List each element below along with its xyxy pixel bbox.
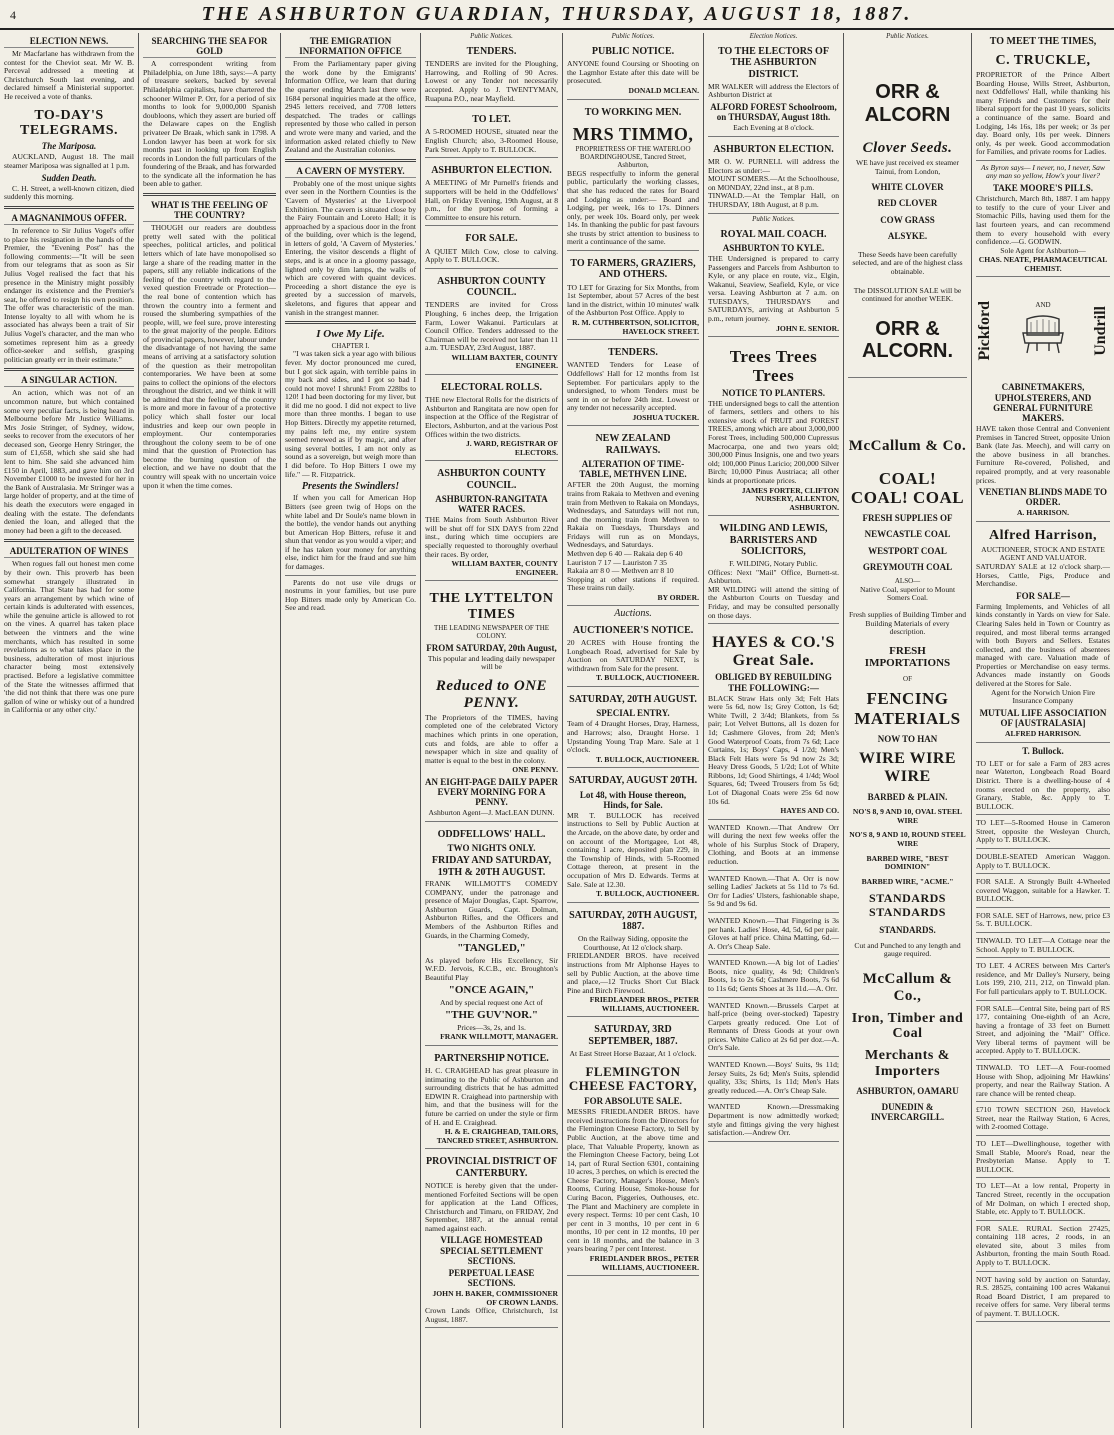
water-races-signature: WILLIAM BAXTER, COUNTY ENGINEER.	[451, 559, 558, 577]
ashburton-election-ad	[425, 160, 558, 226]
firewood-sale-location: On the Railway Siding, opposite the Courthouse, At 12 o'clock sharp.	[577, 934, 689, 952]
public-notice-ad	[567, 41, 699, 100]
saturday-sale-text: SATURDAY SALE at 12 o'clock sharp.—Horses, Cattle, Pigs, Produce and Merchandise.	[976, 561, 1110, 589]
to-let-text: A 5-ROOMED HOUSE, situated near the English Church; also, 3-Roomed House, Park Street. Apply to T. BULLOCK.	[425, 127, 558, 154]
bullock-ad: FOR SALE. RURAL Section 27425, containing 118 acres, 2 roods, in an elevated site, about 3 miles from Ashburton, fronting the main South Road. Apply to T. BULLOCK.	[976, 1223, 1110, 1272]
lyttelton-times-ad	[425, 583, 558, 822]
searching-sea-text: A correspondent writing from Philadelphia, on June 18th, says:—A party of treasure seekers, backed by several Philadelphia capitalists, have chartered the schooner Wilmer P. Orr, for a period of six months to look for 9,000,000 Spanish doubloons, which they assert are buried off the Delaware capes on the English privateer De Braak, which sank in 1798. A London lawyer has been at work for six months past in looking up from English records in London the full particulars of the foundering of the Braak, and has forwarded to the syndicate all the information he has been able to gather.	[143, 59, 276, 189]
walker-text: MR WALKER will address the Electors of Ashburton District at	[708, 81, 839, 100]
oddfellows-subheading: TWO NIGHTS ONLY.	[447, 843, 536, 854]
searching-sea-heading: SEARCHING THE SEA FOR GOLD	[143, 36, 276, 58]
bullock-heading: T. Bullock.	[1022, 745, 1064, 756]
hayes-sale-text: BLACK Straw Hats only 3d; Felt Hats were 5s 6d, now 1s; Grey Cotton, 1s 6d; White Twill, 2 3/4d; Blankets, from 5s pair; Lot Velvet Buttons, all 1s dozen for 1d; Cashmere Gloves, from 2d; Men's Good Waterproof Coats, from 7s 6d; Lace Curtains, 1s; Boys' Caps, 4 1/2d; Men's Black Felt Hats were 5s 9d now 2s 3d; Heavy Dress Goods, 5 1/2d; Lot of White Ribbons, 1d; Good Shirtings, 4 1/4d; Wool Squares, 6d; Tweed Trousers from 5s 6d; Lot of Diagonal Coats were 25s 6d now 10s 6d.	[708, 693, 839, 806]
hayes-sale-ad	[708, 626, 839, 820]
oddfellows-heading: ODDFELLOWS' HALL.	[437, 829, 546, 840]
alford-forest-text: ALFORD FOREST Schoolroom, on THURSDAY, August 18th.	[710, 101, 837, 123]
and-label: AND	[1035, 301, 1051, 310]
armchair-icon	[1017, 313, 1069, 355]
electors-heading: TO THE ELECTORS OF THE ASHBURTON DISTRICT.	[718, 45, 829, 80]
towns-line-1: ASHBURTON, OAMARU	[856, 1085, 959, 1096]
hinds-sale-signature: T. BULLOCK, AUCTIONEER.	[595, 889, 699, 899]
public-notice-text: ANYONE found Coursing or Shooting on the Lagmhor Estate after this date will be prosecuted.	[567, 59, 699, 86]
timetable-row: Methven dep 6 40 — Rakaia dep 6 40	[567, 549, 683, 558]
wanted-ad-4: WANTED Known.—A big lot of Ladies' Boots, nice quality, 4s 9d; Children's Boots, 1s to 2s 6d; Cashmere Boots, 7s 6d to 11s 6d; Gents Shoes at 3s 11d.—A. Orr.	[708, 957, 839, 997]
tinwald-text: TINWALD.—At the Templar Hall, on THURSDAY, 18th August, at 8 p.m.	[708, 191, 839, 210]
county-council-signature: WILLIAM BAXTER, COUNTY ENGINEER.	[451, 352, 558, 371]
mariposa-text: AUCKLAND, August 18. The mail steamer Mariposa was signalled at 1 p.m.	[4, 152, 134, 170]
public-notices-label: Public Notices.	[470, 33, 513, 40]
partnership-heading: PARTNERSHIP NOTICE.	[434, 1052, 549, 1064]
moores-pills-heading: TAKE MOORE'S PILLS.	[992, 183, 1094, 194]
owe-my-life-chapter: CHAPTER I.	[331, 341, 370, 350]
cavern-heading: A CAVERN OF MYSTERY.	[285, 166, 416, 178]
for-sale-label: FOR SALE—	[1016, 590, 1070, 601]
orr-alcorn-heading: ORR & ALCORN	[864, 80, 951, 126]
once-again-title: "ONCE AGAIN,"	[448, 984, 535, 997]
norwich-union-text: Agent for the Norwich Union Fire Insurance Company	[991, 687, 1095, 706]
lyttelton-times-text: The Proprietors of the TIMES, having completed one of the celebrated Victory machines which prints in one operation, cuts and folds, are able to offer a newspaper which in size and quality of matter is equal to the best in the colony.	[425, 712, 558, 765]
wilding-lewis-ad	[708, 518, 839, 624]
clover-seeds-text: WE have just received ex steamer Tainui, from London,	[855, 158, 960, 176]
auctions-label: Auctions.	[614, 608, 652, 620]
firewood-sale-signature: FRIEDLANDER BROS., PETER WILLIAMS, AUCTIONEER.	[589, 995, 699, 1013]
reduced-one-penny: Reduced to ONE PENNY.	[435, 678, 548, 711]
mariposa-heading: The Mariposa.	[41, 141, 97, 152]
mccallum-footer: McCallum & Co.,	[862, 970, 953, 1004]
lyttelton-times-subtitle: THE LEADING NEWSPAPER OF THE COLONY.	[433, 623, 550, 640]
seed-item: ALSYKE.	[887, 230, 928, 241]
lyttelton-times-date: FROM SATURDAY, 20th August,	[426, 642, 557, 653]
special-entry-text: Team of 4 Draught Horses, Dray, Harness, and Harrows; also, Draught Horse. 1 Upstanding Young Trap Mare. Sale at 1 o'clock.	[567, 719, 699, 755]
hinds-sale-lot: Lot 48, with House thereon, Hinds, for Sale.	[579, 789, 687, 810]
adulteration-text: When rogues fall out honest men come by their own. This proverb has been somewhat strangely illustrated in California. That State has had for some years an arrangement by which wine of certain kinds is adulterated with essences, while the genuine article is allowed to rot on the vines. A quarrel has taken place between the vintners and the wine merchants, which has resulted in some revelations as to what takes place in the business, adulteration of most injurious character being most extensively practised. Before a legislative committee of the State the witnesses affirmed that 'the did not think that there was one pure gallon of wine or whisky out of a hundred in California or any other city.'	[4, 559, 134, 715]
public-notices-label-4: Public Notices.	[886, 33, 929, 40]
working-men-heading: TO WORKING MEN.	[584, 106, 682, 118]
wanted-ad-6: WANTED Known.—Boys' Suits, 9s 11d; Jersey Suits, 2s 6d; Men's Suits, splendid quality, 33s; Shirts, 1s 11d; Men's Hats greatly reduced.—A. Orr's Cheap Sale.	[708, 1059, 839, 1099]
mrs-timmo-text: BEGS respectfully to inform the general public, particularly the working classes, that she has reduced the rates for Board and Lodging as under:— Board and Lodging, per week, 16s to 17s. Dinners only, per week 10s. Board only, per week 14s. In thanking the public for past favours she trusts by strict attention to business to merit a continuance of the same.	[567, 168, 699, 247]
wilding-notary: F. WILDING, Notary Public.	[729, 559, 818, 569]
bullock-ad: TINWALD. TO LET—A Four-roomed House with Shop, adjoining Mr Hawkins' property, and near the Railway Station. A rare chance will be rented cheap.	[976, 1062, 1110, 1102]
trees-ad	[708, 339, 839, 516]
public-notice-signature: DONALD MCLEAN.	[628, 85, 699, 95]
column-6	[703, 33, 843, 1428]
standards-heading: STANDARDS STANDARDS	[869, 891, 946, 919]
trees-text: THE undersigned begs to call the attention of farmers, settlers and others to his extensive stock of FRUIT and FOREST TREES, among which are about 3,000,000 Forest Trees, including 500,000 Cupressus Macrocarpa, one and two years old; 300,000 Pinus Insignis, one and two years old; 100,000 Pinus Laricio; 200,000 Silver Birch; 10,000 Pinus Austriaca; all other kinds at proportionate prices.	[708, 398, 839, 485]
purnell-text: MR O. W. PURNELL will address the Electors as under:—	[708, 157, 839, 175]
lyttelton-eight-page: AN EIGHT-PAGE DAILY PAPER EVERY MORNING FOR A PENNY.	[425, 776, 558, 808]
bullock-ad: FOR SALE—Central Site, being part of RS 177, containing One-eighth of an Acre, having a frontage of 33 feet on Burnett Street, and adjoining the "Mail" Office. Very liberal terms of payment will be accepted. Apply to T. BULLOCK.	[976, 1003, 1110, 1060]
special-entry-signature: T. BULLOCK, AUCTIONEER.	[595, 754, 699, 764]
of-label: OF	[903, 674, 912, 683]
coal-item: NEWCASTLE COAL	[864, 529, 951, 540]
water-races-text: THE Mains from South Ashburton River will be shut off for SIX DAYS from 22nd inst., during which time occupiers are specially requested to thoroughly overhaul their races. By order,	[425, 515, 558, 559]
page-number: 4	[10, 8, 16, 22]
county-council-heading: ASHBURTON COUNTY COUNCIL.	[437, 275, 546, 299]
county-council-ad	[425, 271, 558, 375]
railways-text: AFTER the 20th August, the morning trains from Rakaia to Methven and evening train from Methven to Rakaia on Mondays, Wednesdays, and Saturdays will not run, and the morning train from Methven to Rakaia on Tuesdays, Thursdays and Fridays will run as on Mondays, Wednesdays, and Saturdays.	[567, 480, 700, 550]
timetable-row: Lauriston 7 17 — Lauriston 7 35	[567, 557, 667, 567]
auctioneer-notice-ad	[567, 620, 699, 687]
auctioneer-notice-text: 20 ACRES with House fronting the Longbeach Road, advertised for Sale by Auction on SATURDAY NEXT, is withdrawn from Sale for the present.	[567, 638, 699, 673]
firewood-sale-date: SATURDAY, 20TH AUGUST, 1887.	[569, 909, 697, 932]
sudden-death-text: C. H. Street, a well-known citizen, died suddenly this morning.	[4, 183, 134, 202]
fencing-materials-heading: FENCING MATERIALS	[854, 689, 961, 728]
oddfellows-hall-ad	[425, 824, 558, 1046]
timetable-row: Rakaia arr 8 0 — Methven arr 8 10	[567, 566, 674, 576]
singular-action-text: An action, which was not of an uncommon nature, but which contained some very peculiar facts, is being heard in Melbourne before Mr Justice Williams. Mrs Josie Stringer, of Sydney, widow, seeks to recover from the executors of her deceased son, George Henry Stringer, the sum of £1,658, which she said she had lent to him. She said she advanced him £150 in April, 1883, and gave him on 3rd November £1000 to be invested for her in the Bank of Australasia. Mr Stringer was a large holder of property, and at the time of his death the executors were engaged in dealing with the estate. The defendants denied the loan, and alleged that the money had been a gift to the deceased.	[4, 388, 134, 535]
owe-my-life-text: "I was taken sick a year ago with bilious fever. My doctor pronounced me cured, but I got sick again, with terrible pains in my back and sides, and I got so bad I could not move! I shrunk! From 228lbs to 120! I had been doctoring for my liver, but it did me no good. I did not expect to live more than three months. I began to use Hop Bitters. Directly my appetite returned, my pains left me, my entire system seemed renewed as if by magic, and after using several bottles, I am not only as sound as a sovereign, but weigh more than I did before. To Hop Bitters I owe my life." — R. Fitzpatrick.	[285, 349, 416, 479]
building-timber-text: Fresh supplies of Building Timber and Building Materials of every description.	[848, 609, 967, 637]
public-notices-label-2: Public Notices.	[611, 33, 655, 40]
mount-somers-text: MOUNT SOMERS.—At the Schoolhouse, on MONDAY, 22nd inst., at 8 p.m.	[708, 174, 839, 192]
bullock-ad: TO LET—Dwellinghouse, together with Small Stable, Moore's Road, near the Presbyterian Manse. Apply to T. BULLOCK.	[976, 1138, 1110, 1178]
truckle-name: C. TRUCKLE,	[995, 53, 1091, 69]
oddfellows-text-3: And by special request one Act of	[440, 997, 543, 1007]
alford-forest-time: Each Evening at 8 o'clock.	[733, 123, 814, 133]
oddfellows-tenders-ad	[567, 342, 699, 426]
column-4	[420, 33, 562, 1428]
railways-timetable	[567, 550, 699, 576]
coal-supplies: FRESH SUPPLIES OF	[862, 513, 953, 524]
seed-item: RED CLOVER	[877, 198, 938, 209]
chas-neate: CHAS. NEATE, PHARMACEUTICAL CHEMIST.	[978, 255, 1108, 273]
purnell-ad	[708, 139, 839, 214]
cheese-factory-ad	[567, 1019, 699, 1276]
firewood-sale-ad	[567, 905, 699, 1018]
hinds-sale-text: MR T. BULLOCK has received instructions to Sell by Public Auction at the Arcade, on the above date, by order and on account of the Mortgagee, Lot 48, containing 1 acre, deposited plan 229, in the Township of Hinds, with 5-Roomed Cottage thereon, at present in the occupation of Mrs D. Edwards. Terms at Sale. Sale at 12.30.	[567, 810, 699, 889]
merchants-importers: Merchants & Importers	[865, 1048, 950, 1080]
bullock-ad: TO LET. 4 ACRES between Mrs Carter's residence, and Mr Dalley's Nursery, being Lots 199, 210, 211, 212, on Tinwald plan. For full particulars apply to T. BULLOCK.	[976, 960, 1110, 1000]
towns-line-2: DUNEDIN & INVERCARGILL.	[870, 1102, 945, 1123]
coal-item: GREYMOUTH COAL	[862, 561, 953, 572]
column-8	[971, 33, 1114, 1428]
water-races-subheading: ASHBURTON-RANGITATA WATER RACES.	[435, 493, 548, 515]
bullock-ad: £710 TOWN SECTION 260, Havelock Street, near the Railway Station, 6 Acres, with 2-roomed Cottage.	[976, 1104, 1110, 1136]
alfred-harrison-name: Alfred Harrison,	[988, 527, 1098, 543]
column-1	[0, 33, 138, 1428]
truckle-text: PROPRIETOR of the Prince Albert Boarding House, Wills Street, Ashburton, next Oddfellows' Hall, while thanking his many Friends and Customers for their liberal support for the past 10 years, solicits a continuance of the same. Board and Lodging, 14s 16s, 18s per week; or 3s per day. Board only, 10s per week. Dinners only, 4s per week. Good accommodation for Families, and private rooms for Ladies.	[976, 70, 1110, 157]
electoral-rolls-text: THE new Electoral Rolls for the districts of Ashburton and Rangitata are now open for inspection at the Office of the Registrar of Electors, Ashburton, and at the various Post Offices within the two districts.	[425, 395, 558, 439]
masthead	[0, 0, 1114, 30]
trees-signature: JAMES FORTER, CLIFTON NURSERY, ALLENTON, ASHBURTON.	[741, 485, 839, 512]
bullock-ad: FOR SALE. A Strongly Built 4-Wheeled covered Waggon, suitable for a Hawker. T. BULLOCK.	[976, 876, 1110, 908]
electoral-rolls-heading: ELECTORAL ROLLS.	[441, 381, 542, 393]
wire-item: NO'S 8, 9 AND 10, OVAL STEEL WIRE	[852, 807, 963, 825]
water-races-ad	[425, 463, 558, 581]
mail-coach-heading: ROYAL MAIL COACH.	[720, 228, 827, 240]
election-news-text: Mr Macfarlane has withdrawn from the contest for the Cheviot seat. Mr W. B. Perceval addressed a meeting at Christchurch South last evening, and declared himself a Ministerial supporter. He received a vote of thanks.	[4, 49, 134, 102]
dissolution-text: The DISSOLUTION SALE will be continued for another WEEK.	[853, 285, 962, 304]
auctioneer-notice-signature: T. BULLOCK, AUCTIONEER.	[595, 673, 699, 683]
election-notices-label: Election Notices.	[749, 33, 798, 40]
purnell-heading: ASHBURTON ELECTION.	[713, 143, 834, 155]
wanted-ad-3: WANTED Known.—That Fingering is 3s per hank. Ladies' Hose, 4d, 5d, 6d per pair. Gloves at half price. China Matting, 6d.—A. Orr's Cheap Sale.	[708, 915, 839, 955]
cheese-factory-date: SATURDAY, 3RD SEPTEMBER, 1887.	[588, 1024, 678, 1047]
column-2	[138, 33, 280, 1428]
mccallum-heading: McCallum & Co.	[848, 437, 967, 454]
farmers-text: TO LET for Grazing for Six Months, from 1st September, about 57 Acres of the best land in the district, within 10 minutes' walk of the Ashburton Post Office. Apply to	[567, 282, 699, 318]
magnanimous-offer-text: In reference to Sir Julius Vogel's offer to place his resignation in the hands of the Premier, the "Evening Post" has the following comments:—"It will be seen from our telegrams that as soon as Sir Julius Vogel realised the fact that his presence in the Ministry might possibly endanger its existence and the Premier's seat, he offered to resign his own position. The offer was characteristic of the man. Intense loyalty to all with whom he is associated has always been a trait of Sir Julius Vogel's character, and the man who sometimes represent him as a greedy office-seeker and selfish, grasping politician greatly err in their estimate."	[4, 226, 134, 364]
column-5	[562, 33, 703, 1428]
mail-coach-text: THE Undersigned is prepared to carry Passengers and Parcels from Ashburton to Kyle, or any place en route, viz., Elgin, Wakanui, Seaview, Seafield, Kyle, or vice versa. Leaving Ashburton at 7 a.m. on TUESDAYS, THURSDAYS and SATURDAYS, arriving at Ashburton 5 p.m., return journey.	[708, 253, 839, 324]
wire-item: NO'S 8, 9 AND 10, ROUND STEEL WIRE	[849, 830, 966, 849]
cavern-text: Probably one of the most unique sights ever seen in the Northern Counties is the 'Cavern of Mysteries' at the Liverpool Exhibition. The cavern is situated close by the Fairy Fountain and Loreto Hall; it is approached by a spacious door in the front of the building, over which is the legend, in letters of gold, 'A Cavern of Mysteries.' Entering, the visitor descends a flight of steps, and is at once in a gloomy passage, lighted only by dim lamps, the walls of which are covered with quaint devices. Proceeding a short distance the eye is greeted by a succession of marvels, skeletons, and figures that appear and vanish in the strangest manner.	[285, 178, 416, 317]
moores-pills-text: Christchurch, March 8th, 1887. I am happy to testify to the cure of your Liver and Stomachic Pills, having used them for the last fourteen years, and can recommend them to every household with every confidence.—G. GODWIN.	[976, 194, 1110, 247]
wire-item: BARBED WIRE, "ACME."	[861, 876, 954, 886]
partnership-signature: H. & E. CRAIGHEAD, TAILORS, TANCRED STREET, ASHBURTON.	[436, 1127, 558, 1145]
oddfellows-tenders-text: WANTED Tenders for Lease of Oddfellows' Hall for 12 months from 1st September. For particulars apply to the undersigned, to whom Tenders must be sent in on or before 24th inst. Lowest or any tender not necessarily accepted.	[567, 360, 699, 413]
wanted-ad-2: WANTED Known.—That A. Orr is now selling Ladies' Jackets at 5s 11d to 7s 6d. Orr for Ladies' Ulsters, fashionable shape, 5s 9d and 9s 6d.	[708, 873, 839, 913]
perpetual-lease-heading: PERPETUAL LEASE SECTIONS.	[448, 1267, 535, 1289]
oddfellows-text-2: As played before His Excellency, Sir W.F.D. Jervois, K.C.B., etc. Broughton's Beautiful Play	[425, 955, 558, 982]
coal-item: WESTPORT COAL	[868, 545, 947, 556]
byron-quote: As Byron says— I never, no, I never, Saw any man so yellow, How's your liver?	[981, 162, 1105, 181]
wire-heading: WIRE WIRE WIRE	[858, 749, 957, 786]
special-entry-ad	[567, 689, 699, 768]
swindlers-text: If when you call for American Hop Bitters (see green twig of Hops on the white label and Dr Soule's name blown in the bottle), the vendor hands out anything but American Hop Bitters, refuse it and shun that vendor as you would a viper; and if he has taken your money for anything else, indict him for the fraud and sue him for damages.	[285, 493, 416, 571]
cabinetmakers-heading: CABINETMAKERS, UPHOLSTERERS, AND GENERAL FURNITURE MAKERS.	[993, 382, 1093, 423]
cabinetmakers-text: HAVE taken those Central and Convenient Premises in Tancred Street, opposite Union Bank (late Jas. Meech), and will carry on the above business in all branches. Furniture Re-covered, Polished, and repaired promptly, and at very reasonable prices.	[976, 424, 1110, 485]
sole-agent-label: Sole Agent for Ashburton—	[1000, 245, 1086, 255]
public-notices-label-3: Public Notices.	[752, 214, 795, 223]
farmers-signature: R. M. CUTHBERTSON, SOLICITOR, HAVELOCK STREET.	[572, 317, 699, 336]
special-entry-heading: SPECIAL ENTRY.	[596, 708, 670, 719]
cheese-factory-location: At East Street Horse Bazaar, At 1 o'clock.	[569, 1049, 697, 1059]
hayes-sale-heading: HAYES & CO.'S Great Sale.	[712, 634, 835, 670]
water-races-heading: ASHBURTON COUNTY COUNCIL.	[437, 468, 546, 491]
parents-notice: Parents do not use vile drugs or nostrums in your families, but use pure Hop Bitters made only by American Co. See and read.	[285, 577, 416, 613]
wanted-ad-7: WANTED Known.—Dressmaking Department is now admittedly worked; style and fittings giving the very highest satisfaction.—Andrew Orr.	[708, 1101, 839, 1141]
mail-coach-ad	[708, 224, 839, 338]
magnanimous-offer-heading: A MAGNANIMOUS OFFER.	[4, 213, 134, 225]
oddfellows-prices: Prices—3s, 2s, and 1s.	[457, 1022, 526, 1032]
county-council-text: TENDERS are invited for Cross Ploughing, 6 inches deep, the Irrigation Farm, Lower Wakanui. Particulars at Council Office. Tenders addressed to the Chairman will be received not later than 11 a.m. TUESDAY, 23rd August, 1887.	[425, 300, 558, 353]
pickford-name: Pickford	[976, 300, 993, 361]
bullock-ad: TINWALD. TO LET—A Cottage near the School. Apply to T. BULLOCK.	[976, 935, 1110, 958]
venetian-blinds: VENETIAN BLINDS MADE TO ORDER.	[979, 487, 1107, 508]
railways-signature: BY ORDER.	[657, 592, 699, 602]
lyttelton-times-penny: ONE PENNY.	[512, 765, 558, 775]
cheese-factory-text: MESSRS FRIEDLANDER BROS. have received instructions from the Directors for the Flemington Cheese Factory, to Sell by Public Auction, at the above time and place, That Valuable Property, known as the Flemington Cheese Factory, being Lot 14, part of Rural Section 6301, containing 10 acres, 3 perches, on which is erected the Cheese Factory, Manager's House, Men's Rooms, Curing House, Smoke-house for Curing Bacon, Piggeries, Outhouses, etc. The Plant and Machinery are complete in every respect. Terms: 10 per cent Cash, 10 per cent in 3 months, 10 per cent in 6 months, 10 per cent in 12 months, 10 per cent in 18 months, and the balance in 3 years bearing 7 per cent Interest.	[567, 1107, 699, 1254]
provincial-heading: PROVINCIAL DISTRICT OF CANTERBURY.	[426, 1156, 557, 1179]
railways-ad	[567, 428, 699, 606]
milch-cow-heading: FOR SALE.	[465, 233, 518, 245]
provincial-text: NOTICE is hereby given that the under-mentioned Forfeited Sections will be open for application at the Land Offices, Christchurch and Timaru, on FRIDAY, 2nd September, 1887, at the annual rental named against each.	[425, 1180, 558, 1233]
undrill-name: Undrill	[1091, 305, 1109, 356]
railways-heading: NEW ZEALAND RAILWAYS.	[595, 433, 671, 456]
oddfellows-tenders-heading: TENDERS.	[608, 347, 658, 359]
column-3	[280, 33, 420, 1428]
wilding-lewis-heading: WILDING AND LEWIS, BARRISTERS AND SOLICITORS,	[719, 523, 828, 557]
lyttelton-times-title: THE LYTTELTON TIMES	[429, 591, 554, 623]
standards-subheading: STANDARDS.	[879, 925, 936, 936]
electoral-rolls-signature: J. WARD, REGISTRAR OF ELECTORS.	[465, 439, 558, 457]
alfred-harrison-signature: ALFRED HARRISON.	[1005, 729, 1081, 739]
election-news-heading: ELECTION NEWS.	[4, 36, 134, 48]
public-notice-heading: PUBLIC NOTICE.	[591, 45, 675, 57]
tenders-ad	[425, 41, 558, 107]
wilding-offices: Offices: Next "Mail" Office, Burnett-st. Ashburton.	[708, 567, 839, 586]
cheese-factory-signature: FRIEDLANDER BROS., PETER WILLIAMS, AUCTIONEER.	[589, 1254, 699, 1272]
to-let-ad	[425, 109, 558, 158]
tenders-heading: TENDERS.	[466, 45, 517, 57]
emigration-heading: THE EMIGRATION INFORMATION OFFICE	[285, 36, 416, 58]
seeds-quality-text: These Seeds have been carefully selected, and are of the highest class obtainable.	[852, 249, 963, 276]
seed-item: COW GRASS	[880, 214, 935, 225]
fresh-importations: FRESH IMPORTATIONS	[864, 644, 951, 670]
guvnor-title: "THE GUV'NOR."	[445, 1009, 538, 1022]
bullock-ad: TO LET—At a low rental, Property in Tancred Street, recently in the occupation of Mr Dolman, on which I erected shop, Stable, etc. Apply to T. BULLOCK.	[976, 1180, 1110, 1220]
planters-heading: NOTICE TO PLANTERS.	[722, 387, 825, 398]
mrs-timmo-name: MRS TIMMO,	[572, 123, 694, 144]
sudden-death-heading: Sudden Death.	[41, 172, 97, 183]
feeling-text: THOUGH our readers are doubtless pretty well sated with the political speeches, political articles, and political letters which of late have monopolised so large a share of the reading matter in the papers, still any reliable indications of the feeling of the country with regard to the vexed question Freetrade or Protection—the real bone of contention which has thrown the country into a ferment and roused the slumbering sympathies of the people, will, we feel sure, prove interesting to the great majority of the people. Editors of provincial papers, however, labour under the disadvantage of not having the same means of arriving at a satisfactory solution of the question as their metropolitan contemporaries. We have been at some pains to collect the opinions of the electors throughout the district, and we think it will be admitted that the feeling of the country is more and more in favour of a protective policy which shall foster our local industries and keep our own people in employment. Our contemporaries throughout the colony seem to be of one mind that the question of Protection has become the burning question of the election, and we have no doubt that the country will speak with no uncertain voice upon it when the time comes.	[143, 223, 276, 490]
oddfellows-dates: FRIDAY AND SATURDAY, 19TH & 20TH AUGUST.	[431, 855, 552, 878]
barbed-plain: BARBED & PLAIN.	[867, 792, 948, 803]
perpetual-lease-date: Crown Lands Office, Christchurch, 1st August, 1887.	[425, 1306, 558, 1324]
meet-times-heading: TO MEET THE TIMES,	[989, 36, 1097, 47]
bullock-ad: NOT having sold by auction on Saturday, R.S. 28525, containing 100 acres Wakanui Road Board District, I am prepared to receive offers for same. Very liberal terms of payment. T. BULLOCK.	[976, 1274, 1110, 1323]
swindlers-heading: Presents the Swindlers!	[301, 481, 400, 493]
oddfellows-signature: FRANK WILLMOTT, MANAGER.	[440, 1032, 558, 1042]
adulteration-heading: ADULTERATION OF WINES	[4, 546, 134, 558]
native-coal-text: Native Coal, superior to Mount Somers Coal.	[859, 584, 956, 603]
farmers-heading: TO FARMERS, GRAZIERS, AND OTHERS.	[570, 258, 696, 281]
hinds-sale-date: SATURDAY, AUGUST 20TH.	[568, 775, 698, 787]
feeling-heading: WHAT IS THE FEELING OF THE COUNTRY?	[143, 200, 276, 222]
tenders-text: TENDERS are invited for the Ploughing, Harrowing, and Rolling of 90 Acres. Lowest or any Tender not necessarily accepted. Apply to J. TWENTYMAN, Ruapuna P.O., near Mayfield.	[425, 59, 558, 103]
cheese-factory-subheading: FOR ABSOLUTE SALE.	[584, 1096, 682, 1107]
standards-text: Cut and Punched to any length and gauge required.	[854, 940, 961, 959]
wire-item: BARBED WIRE, "BEST DOMINION"	[866, 853, 949, 872]
perpetual-lease-signature: JOHN H. BAKER, COMMISSIONER OF CROWN LANDS.	[432, 1289, 558, 1307]
owe-my-life-heading: I Owe My Life.	[316, 328, 385, 341]
wilding-text: MR WILDING will attend the sitting of the Ashburton Courts on Tuesday and Friday, and may be consulted personally on those days.	[708, 584, 839, 620]
railways-text-2: Stopping at other stations if required. These trains run daily.	[567, 574, 699, 593]
hayes-sale-subheading: OBLIGED BY REBUILDING THE FOLLOWING:—	[715, 672, 832, 693]
partnership-text: H. C. CRAIGHEAD has great pleasure in intimating to the Public of Ashburton and surrounding districts that he has admitted EDWIN R. Craighead into partnership with him, and that the business will for the future be carried on under the style or firm of H. and E. Craighead.	[425, 1066, 558, 1127]
singular-action-heading: A SINGULAR ACTION.	[4, 375, 134, 387]
pickford-undrill-banner	[976, 280, 1110, 380]
hinds-sale-ad	[567, 770, 699, 902]
firewood-sale-text: FRIEDLANDER BROS. have received instructions from Mr Alphonse Hayes to sell by Public Auction, at the above time and place,—12 Trucks Short Cut Black Pine and Birch Firewood.	[567, 951, 699, 995]
now-to-hand: NOW TO HAN	[877, 733, 938, 744]
coal-heading: COAL! COAL! COAL	[850, 468, 965, 508]
tangled-title: "TANGLED,"	[457, 942, 526, 955]
iron-timber-coal: Iron, Timber and Coal	[851, 1010, 964, 1042]
milch-cow-ad	[425, 228, 558, 268]
hayes-sale-signature: HAYES AND CO.	[780, 806, 839, 816]
ashburton-election-text: A MEETING of Mr Purnell's friends and supporters will be held in the Oddfellows' Hall, on Friday Evening, 19th August, at 8 p.m., for the purpose of forming a Committee to ensure his return.	[425, 178, 558, 222]
working-men-ad	[567, 102, 699, 252]
electoral-rolls-ad	[425, 377, 558, 461]
farmers-ad	[567, 253, 699, 340]
walker-ad	[708, 41, 839, 137]
alfred-harrison-subtitle: AUCTIONEER, STOCK AND ESTATE AGENT AND VALUATOR.	[981, 544, 1105, 563]
clover-seeds-heading: Clover Seeds.	[862, 140, 953, 157]
harrison-signature: A. HARRISON.	[1016, 508, 1070, 518]
railways-subheading: ALTERATION OF TIME-TABLE, METHVEN LINE.	[579, 459, 687, 480]
mutual-life-text: MUTUAL LIFE ASSOCIATION OF [AUSTRALASIA]	[979, 707, 1107, 728]
seed-item: WHITE CLOVER	[871, 182, 944, 193]
orr-alcorn-footer: ORR & ALCORN.	[861, 317, 954, 363]
oddfellows-tenders-signature: JOSHUA TUCKER.	[632, 412, 699, 422]
auctioneer-notice-heading: AUCTIONEER'S NOTICE.	[572, 624, 694, 636]
bullock-ad: FOR SALE. SET of Harrows, new, price £3 5s. T. BULLOCK.	[976, 910, 1110, 933]
emigration-text: From the Parliamentary paper giving the work done by the Emigrants' Information Office, we learn that during the quarter ending March last there were 1684 personal inquiries made at the office, 2945 letters received, and 7708 letters despatched. The trades or callings represented by those who called in person and wrote were many and varied, and the information asked related chiefly to New Zealand and the Australian colonies.	[285, 59, 416, 155]
also-label: ALSO—	[894, 576, 921, 585]
bullock-ad: TO LET or for sale a Farm of 283 acres near Waterton, Longbeach Road Board District. There is a dwelling-house of 4 rooms erected on the property, also Granary, Stable, &c. Apply to T. BULLOCK.	[976, 758, 1110, 815]
column-7	[843, 33, 971, 1428]
oddfellows-text: FRANK WILLMOTT'S COMEDY COMPANY, under the patronage and presence of Major Douglas, Capt. Sparrow, Ashburton Guards, Capt. Dolman, Ashburton Rifles, and the Officers and Members of the Ashburton Rifles and Guards, in the Charming Comedy,	[425, 879, 558, 940]
to-let-heading: TO LET.	[472, 114, 511, 126]
mail-coach-subheading: ASHBURTON TO KYLE.	[722, 242, 825, 253]
provincial-district-ad	[425, 1151, 558, 1328]
telegrams-heading: TO-DAY'S TELEGRAMS.	[20, 107, 118, 139]
partnership-ad	[425, 1048, 558, 1150]
newspaper-title: THE ASHBURTON GUARDIAN, THURSDAY, AUGUST 18, 1887.	[201, 2, 913, 25]
milch-cow-text: A QUIET Milch Cow, close to calving. Apply to T. BULLOCK.	[425, 246, 558, 265]
ashburton-election-heading: ASHBURTON ELECTION.	[431, 165, 552, 177]
bullock-ad: DOUBLE-SEATED American Waggon. Apply to T. BULLOCK.	[976, 851, 1110, 874]
lyttelton-times-line: This popular and leading daily newspaper will be	[427, 653, 556, 672]
cheese-factory-heading: FLEMINGTON CHEESE FACTORY,	[568, 1063, 698, 1094]
bullock-ad: TO LET—5-Roomed House in Cameron Street, opposite the Wesleyan Church, Apply to T. BULLOCK.	[976, 817, 1110, 849]
mrs-timmo-subheading: PROPRIETRESS OF THE WATERLOO BOARDINGHOUSE, Tancred Street, Ashburton,	[575, 145, 691, 169]
alfred-harrison-text: Farming Implements, and Vehicles of all kinds constantly in Yards on view for Sale. Clearing Sales held in Town or Country as required, and most liberal terms arranged with both Buyers and Sellers. Estates collected, and the business of absentees managed with care. Valuation made of Properties or Merchandise on easy terms. Advances made instantly on Goods delivered at the Stores for Sale.	[976, 601, 1110, 689]
trees-heading: Trees Trees Trees	[729, 347, 818, 386]
lyttelton-agent: Ashburton Agent—J. MacLEAN DUNN.	[428, 808, 555, 818]
mail-coach-signature: JOHN E. SENIOR.	[776, 323, 839, 333]
wanted-ad-5: WANTED Known.—Brussels Carpet at half-price (being over-stocked) Tapestry Carpets greatly reduced. One Lot of Remnants of Dress Goods at your own prices. White Calico at 2s 6d per doz.—A. Orr's Sale.	[708, 1000, 839, 1057]
village-homestead-heading: VILLAGE HOMESTEAD SPECIAL SETTLEMENT SECTIONS.	[440, 1235, 543, 1266]
wanted-ad-1: WANTED Known.—That Andrew Orr will during the next few weeks offer the whole of his Surplus Stock of Drapery, Clothing, and Boots at an immense reduction.	[708, 822, 839, 871]
special-entry-date: SATURDAY, 20TH AUGUST.	[569, 693, 697, 705]
